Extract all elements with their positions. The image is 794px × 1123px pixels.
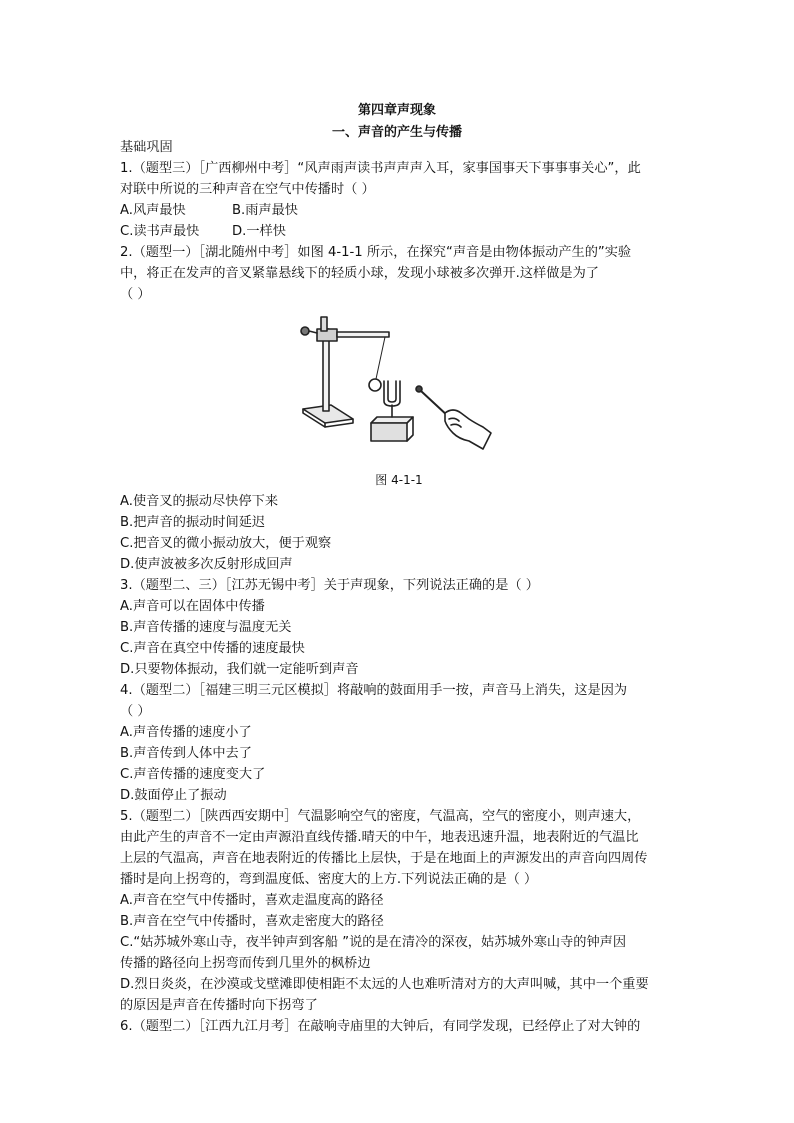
question-text-line: 1.（题型三）［广西柳州中考］“风声雨声读书声声声入耳，家事国事天下事事事关心”，此: [120, 161, 641, 176]
question-text-line: 2.（题型一）［湖北随州中考］如图 4-1-1 所示，在探究“声音是由物体振动产生的”实验: [120, 245, 632, 260]
option-d: D.一样快: [232, 224, 286, 239]
option-b: B.雨声最快: [232, 203, 298, 218]
question-4: [120, 680, 678, 806]
options-row: [120, 200, 678, 221]
question-text-line: 由此产生的声音不一定由声源沿直线传播.晴天的中午，地表迅速升温，地表附近的气温比: [120, 830, 639, 845]
question-text-line: 上层的气温高，声音在地表附近的传播比上层快，于是在地面上的声源发出的声音向四周传: [120, 851, 648, 866]
question-2: [120, 242, 678, 575]
question-text-line: 3.（题型二、三）［江苏无锡中考］关于声现象，下列说法正确的是（ ）: [120, 578, 539, 593]
figure-4-1-1: [120, 309, 678, 469]
option-a: A.风声最快: [120, 203, 186, 218]
option-c: C.读书声最快: [120, 224, 200, 239]
question-text-line: 6.（题型二）［江西九江月考］在敲响寺庙里的大钟后，有同学发现，已经停止了对大钟的: [120, 1019, 641, 1034]
option-b: B.声音传到人体中去了: [120, 746, 252, 761]
option-d: D.烈日炎炎，在沙漠或戈壁滩即使相距不太远的人也难听清对方的大声叫喊，其中一个重要: [120, 977, 649, 992]
option-a: A.声音可以在固体中传播: [120, 599, 265, 614]
option-a: A.声音传播的速度小了: [120, 725, 252, 740]
option-c: C.把音叉的微小振动放大，便于观察: [120, 536, 332, 551]
figure-caption: 图 4-1-1: [375, 473, 423, 487]
option-d: D.只要物体振动，我们就一定能听到声音: [120, 662, 359, 677]
question-text-line: 4.（题型二）［福建三明三元区模拟］将敲响的鼓面用手一按，声音马上消失，这是因为: [120, 683, 628, 698]
worksheet-content: [120, 137, 678, 1037]
question-3: [120, 575, 678, 680]
chapter-title: 第四章声现象: [357, 103, 436, 118]
question-text-line: （ ）: [120, 704, 151, 719]
option-c-continued: 传播的路径向上拐弯而传到几里外的枫桥边: [120, 956, 371, 971]
tuning-fork-apparatus-illustration: [297, 309, 497, 454]
question-text-line: 中，将正在发声的音叉紧靠悬线下的轻质小球，发现小球被多次弹开.这样做是为了: [120, 266, 599, 281]
option-b: B.声音传播的速度与温度无关: [120, 620, 292, 635]
option-c: C.声音传播的速度变大了: [120, 767, 266, 782]
question-6: [120, 1016, 678, 1037]
question-text-line: （ ）: [120, 287, 151, 302]
options-row: [120, 221, 678, 242]
option-a: A.声音在空气中传播时，喜欢走温度高的路径: [120, 893, 384, 908]
option-c: C.声音在真空中传播的速度最快: [120, 641, 305, 656]
option-a: A.使音叉的振动尽快停下来: [120, 494, 279, 509]
question-5: [120, 806, 678, 1016]
question-text-line: 对联中所说的三种声音在空气中传播时（ ）: [120, 182, 375, 197]
option-d: D.鼓面停止了振动: [120, 788, 227, 803]
question-1: [120, 158, 678, 242]
option-d: D.使声波被多次反射形成回声: [120, 557, 293, 572]
section-heading: 基础巩固: [120, 140, 173, 155]
option-b: B.声音在空气中传播时，喜欢走密度大的路径: [120, 914, 384, 929]
question-text-line: 5.（题型二）［陕西西安期中］气温影响空气的密度，气温高，空气的密度小，则声速大，: [120, 809, 641, 824]
section-title: 一、声音的产生与传播: [331, 125, 462, 140]
option-b: B.把声音的振动时间延迟: [120, 515, 266, 530]
option-d-continued: 的原因是声音在传播时向下拐弯了: [120, 998, 318, 1013]
option-c: C.“姑苏城外寒山寺，夜半钟声到客船 ”说的是在清冷的深夜，姑苏城外寒山寺的钟声因: [120, 935, 627, 950]
question-text-line: 播时是向上拐弯的，弯到温度低、密度大的上方.下列说法正确的是（ ）: [120, 872, 538, 887]
